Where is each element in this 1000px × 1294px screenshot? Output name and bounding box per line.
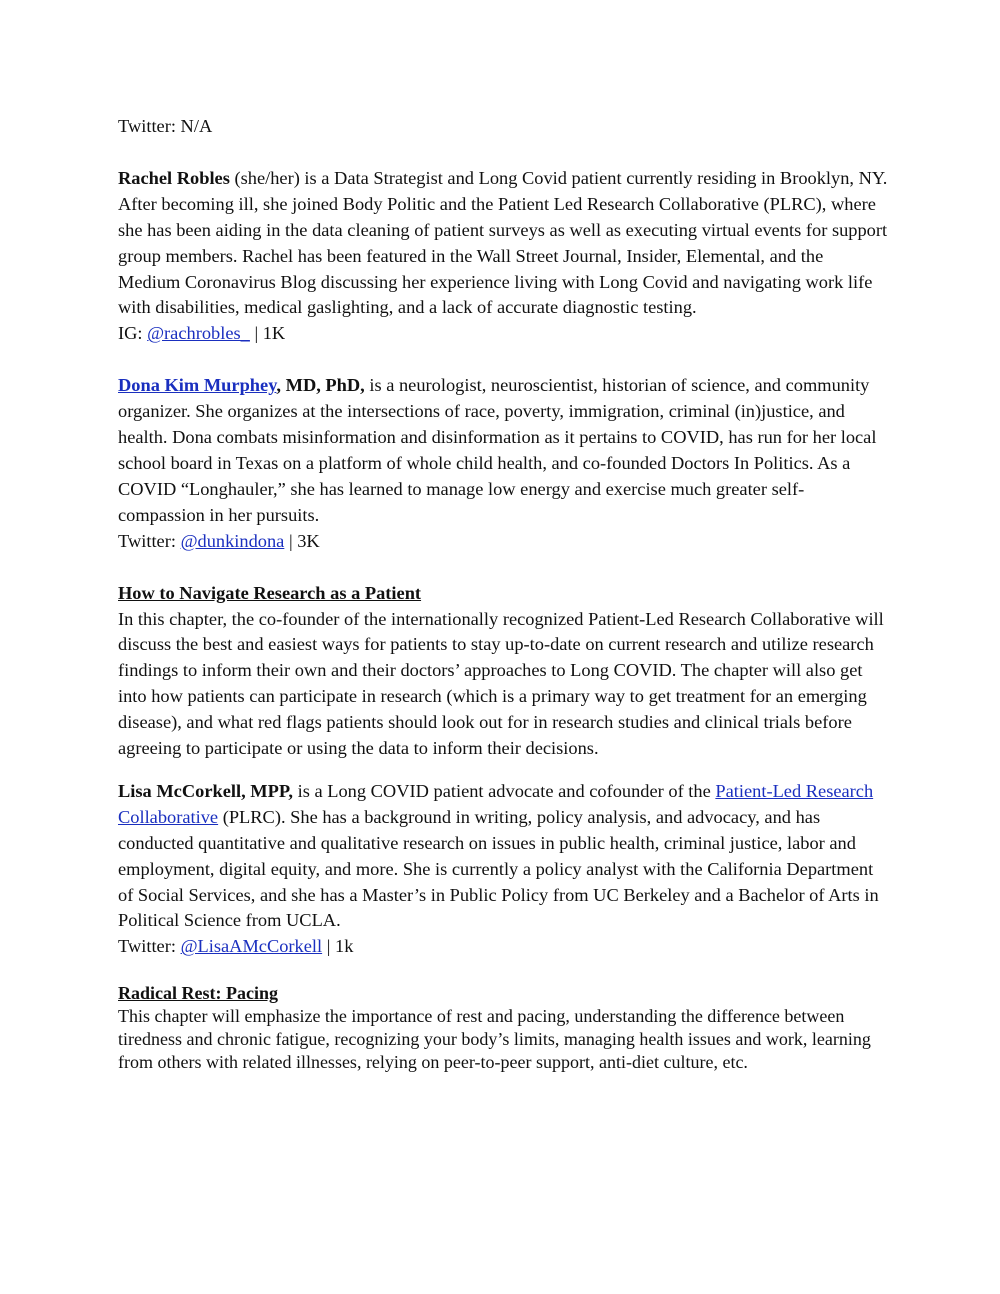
rachel-follower-count: | 1K bbox=[249, 323, 286, 344]
dona-twitter-link[interactable]: @dunkindona bbox=[180, 530, 285, 551]
lisa-social-label: Twitter: bbox=[118, 936, 181, 957]
document-body bbox=[118, 114, 888, 1074]
plrc-link[interactable]: Patient-Led Research Collaborative bbox=[118, 780, 874, 827]
dona-credentials: , MD, PhD, bbox=[276, 375, 365, 396]
dona-bio: is a neurologist, neuroscientist, historian of science, and community organizer. She organizes at the intersections of race, poverty, immigration, criminal (in)justice, and health. Dona combats misinformation and disinformation as it pertains to COVID, has run for her local school board in Texas on a platform of whole child health, and co-founded Doctors In Politics. As a COVID “Longhauler,” she has learned to manage low energy and exercise much greater self-compassion in her pursuits. bbox=[118, 375, 877, 525]
rachel-social-label: IG: bbox=[118, 323, 148, 344]
lisa-social-line bbox=[118, 934, 888, 960]
chapter-description: This chapter will emphasize the importance of rest and pacing, understanding the difference between tiredness and chronic fatigue, recognizing your body’s limits, managing health issues and work, learning from others with related illnesses, relying on peer-to-peer support, anti-diet culture, etc. bbox=[118, 1006, 871, 1073]
chapter-description: In this chapter, the co-founder of the internationally recognized Patient-Led Research Collaborative will discuss the best and easiest ways for patients to stay up-to-date on current research and utilize research findings to inform their own and their doctors’ approaches to Long COVID. The chapter will also get into how patients can participate in research (which is a primary way to get treatment for an emerging disease), and what red flags patients should look out for in research studies and clinical trials before agreeing to participate or using the data to inform their decisions. bbox=[118, 608, 884, 759]
spacer bbox=[118, 347, 888, 373]
lisa-bio-paragraph bbox=[118, 779, 888, 934]
spacer bbox=[118, 555, 888, 581]
dona-name-link[interactable]: Dona Kim Murphey bbox=[118, 375, 277, 396]
dona-social-label: Twitter: bbox=[118, 530, 181, 551]
rachel-social-line bbox=[118, 321, 888, 347]
lisa-follower-count: | 1k bbox=[322, 936, 354, 957]
lisa-name: Lisa McCorkell, MPP, bbox=[118, 780, 294, 801]
spacer bbox=[118, 140, 888, 166]
rachel-bio: (she/her) is a Data Strategist and Long Covid patient currently residing in Brooklyn, NY. After becoming ill, she joined Body Politic and the Patient Led Research Collaborative (PLRC), where she has been aiding in the data cleaning of patient surveys as well as executing virtual events for support group members. Rachel has been featured in the Wall Street Journal, Insider, Elemental, and the Medium Coronavirus Blog discussing her experience living with Long Covid and navigating work life with disabilities, medical gaslighting, and a lack of accurate diagnostic testing. bbox=[118, 167, 888, 318]
rachel-ig-link[interactable]: @rachrobles_ bbox=[147, 323, 250, 344]
rachel-bio-paragraph bbox=[118, 166, 888, 321]
rachel-name: Rachel Robles bbox=[118, 167, 230, 188]
chapter-heading: How to Navigate Research as a Patient bbox=[118, 582, 422, 603]
dona-follower-count: | 3K bbox=[284, 530, 320, 551]
lisa-twitter-link[interactable]: @LisaAMcCorkell bbox=[180, 936, 323, 957]
dona-bio-paragraph bbox=[118, 373, 888, 528]
twitter-na-line: Twitter: N/A bbox=[118, 116, 213, 136]
spacer bbox=[118, 762, 888, 779]
spacer bbox=[118, 960, 888, 982]
dona-social-line bbox=[118, 529, 888, 555]
lisa-bio-pre: is a Long COVID patient advocate and cofounder of the bbox=[293, 780, 716, 801]
lisa-bio-post: (PLRC). She has a background in writing, policy analysis, and advocacy, and has conducted quantitative and qualitative research on issues in public health, criminal justice, labor and employment, digital equity, and more. She is currently a policy analyst with the California Department of Social Services, and she has a Master’s in Public Policy from UC Berkeley and a Bachelor of Arts in Political Science from UCLA. bbox=[118, 806, 879, 931]
chapter-heading: Radical Rest: Pacing bbox=[118, 983, 278, 1004]
